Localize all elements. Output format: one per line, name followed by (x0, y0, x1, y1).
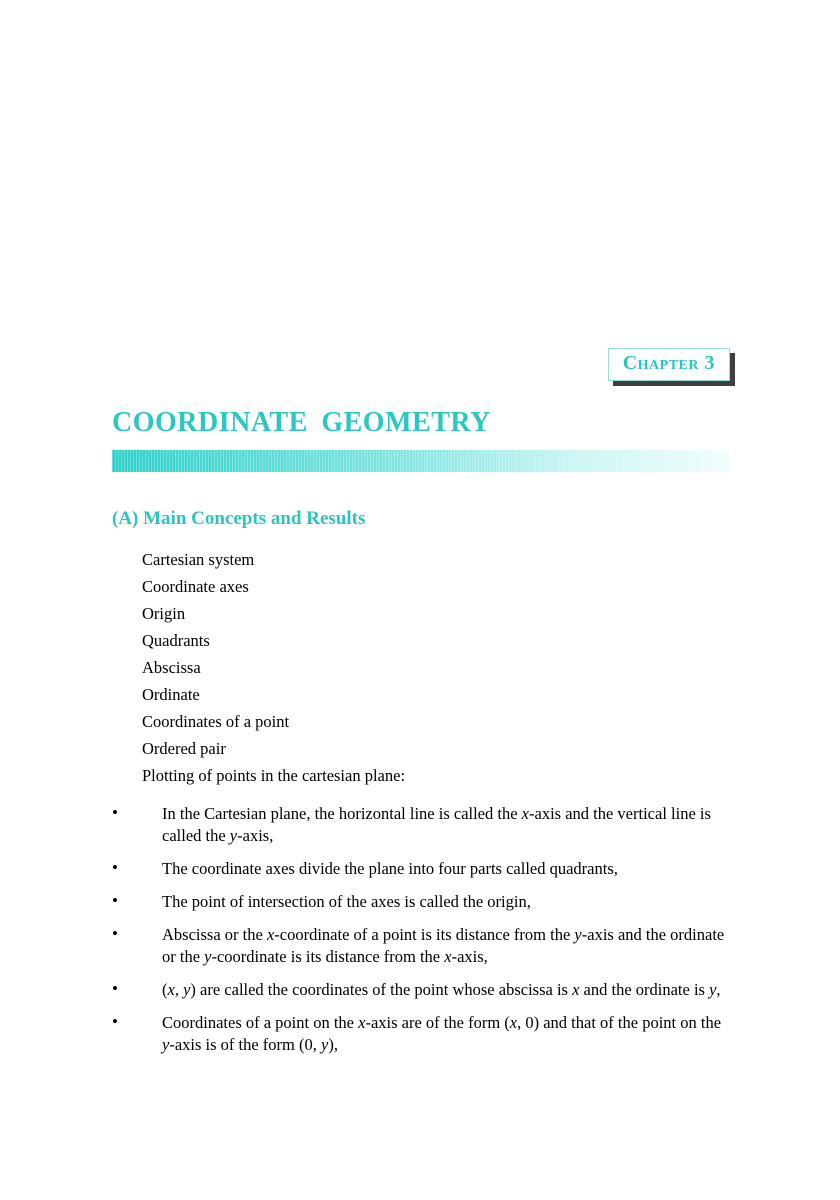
bullet-item (112, 858, 730, 880)
bullet-item (112, 891, 730, 913)
chapter-badge: Chapter 3 (608, 348, 730, 381)
bullet-item (112, 1012, 730, 1056)
bullet-item (112, 979, 730, 1001)
bullet-marker: • (112, 891, 118, 910)
bullet-item (112, 803, 730, 847)
concept-item: Coordinate axes (142, 577, 249, 596)
concept-item: Cartesian system (142, 550, 255, 569)
bullet-marker: • (112, 858, 118, 877)
bullet-marker: • (112, 979, 118, 998)
title-underline-bar (112, 450, 730, 472)
bullet-text: The coordinate axes divide the plane into four parts called quadrants, (162, 859, 618, 878)
concept-item: Plotting of points in the cartesian plane: (142, 766, 406, 785)
chapter-badge-row (112, 348, 730, 381)
bullet-text: Abscissa or the x-coordinate of a point is its distance from the y-axis and the ordinate or the y-coordinate is its distance from the x-axis, (162, 925, 725, 966)
bullet-text: In the Cartesian plane, the horizontal line is called the x-axis and the vertical line is called the y-axis, (162, 804, 711, 845)
bullet-marker: • (112, 803, 118, 822)
bullet-list (112, 803, 730, 1056)
concept-item: Quadrants (142, 631, 210, 650)
bullet-text: (x, y) are called the coordinates of the point whose abscissa is x and the ordinate is y, (162, 980, 721, 999)
section-heading: (A) Main Concepts and Results (112, 508, 366, 529)
concept-item: Coordinates of a point (142, 712, 290, 731)
concept-item: Ordinate (142, 685, 200, 704)
page-title: COORDINATE GEOMETRY (112, 407, 491, 438)
bullet-marker: • (112, 1012, 118, 1031)
concept-item: Abscissa (142, 658, 201, 677)
concept-item: Ordered pair (142, 739, 226, 758)
page-content (112, 0, 730, 1067)
bullet-item (112, 924, 730, 968)
concept-item: Origin (142, 604, 186, 623)
bullet-text: Coordinates of a point on the x-axis are of the form (x, 0) and that of the point on the y-axis is of the form (0, y), (162, 1013, 722, 1054)
bullet-marker: • (112, 924, 118, 943)
concept-list (112, 546, 730, 789)
bullet-text: The point of intersection of the axes is called the origin, (162, 892, 531, 911)
